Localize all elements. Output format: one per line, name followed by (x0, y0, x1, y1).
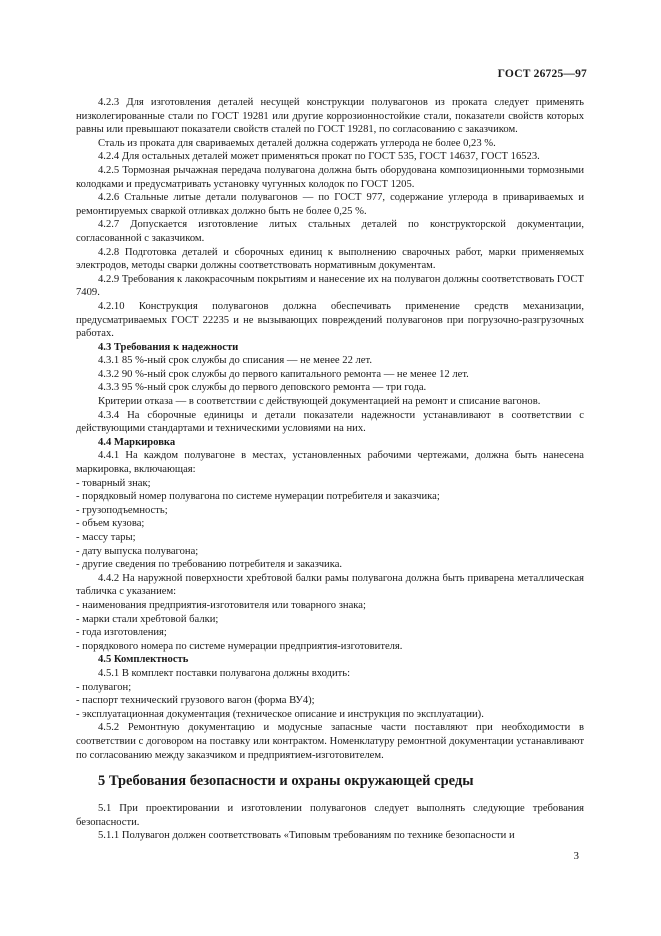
list-item: - объем кузова; (76, 518, 145, 530)
paragraph: 4.4.1 На каждом полувагоне в местах, установленных рабочими чертежами, должна быть нанесена маркировка, включающая: (76, 450, 584, 476)
page-number: 3 (573, 850, 579, 862)
list-item: - дату выпуска полувагона; (76, 545, 199, 557)
paragraph: 5.1 При проектировании и изготовлении полувагонов следует выполнять следующие требования безопасности. (76, 803, 584, 828)
paragraph: 4.5.1 В комплект поставки полувагона должны входить: (98, 667, 351, 679)
paragraph: 4.5.2 Ремонтную документацию и модусные запасные части поставляют при необходимости в соответствии с договором на поставку или контрактом. Номенклатуру ремонтной документации устанавливают по согласованию между заказчиком и предприятием-изготовителем. (76, 722, 584, 761)
paragraph: 4.2.8 Подготовка деталей и сборочных единиц к выполнению сварочных работ, марки применяемых электродов, методы сварки должны соответствовать нормативным документам. (76, 246, 584, 272)
paragraph: 4.4.2 На наружной поверхности хребтовой балки рамы полувагона должна быть приварена металлическая табличка с указанием: (76, 572, 584, 598)
section-heading: 5 Требования безопасности и охраны окружающей среды (98, 773, 474, 790)
subsection-heading: 4.5 Комплектность (98, 654, 189, 666)
list-item: - полувагон; (76, 681, 132, 693)
paragraph: 5.1.1 Полувагон должен соответствовать «Типовым требованиям по технике безопасности и (98, 830, 515, 842)
paragraph: 4.2.4 Для остальных деталей может применяться прокат по ГОСТ 535, ГОСТ 14637, ГОСТ 16523. (98, 151, 540, 163)
paragraph: 4.2.5 Тормозная рычажная передача полувагона должна быть оборудована композиционными тормозными колодками и предусматривать установку чугунных колодок по ГОСТ 1205. (76, 164, 584, 190)
list-item: - марки стали хребтовой балки; (76, 613, 219, 625)
list-item: - паспорт технический грузового вагон (форма ВУ4); (76, 695, 315, 707)
list-item: - порядковый номер полувагона по системе нумерации потребителя и заказчика; (76, 491, 440, 503)
page-header-doc-id: ГОСТ 26725—97 (497, 68, 587, 80)
document-body (76, 96, 584, 843)
paragraph: 4.2.3 Для изготовления деталей несущей конструкции полувагонов из проката следует применять низколегированные стали по ГОСТ 19281 или другие коррозионностойкие стали, показатели свойств которых равны или превышают показатели свойств сталей по ГОСТ 19281, по согласованию с заказчиком. (76, 97, 584, 136)
paragraph: 4.3.2 90 %-ный срок службы до первого капитального ремонта — не менее 12 лет. (98, 368, 469, 380)
list-item: - года изготовления; (76, 627, 167, 639)
paragraph: 4.2.7 Допускается изготовление литых стальных деталей по конструкторской документации, согласованной с заказчиком. (76, 219, 584, 244)
list-item: - наименования предприятия-изготовителя или товарного знака; (76, 599, 366, 611)
list-item: - порядкового номера по системе нумерации предприятия-изготовителя. (76, 640, 403, 652)
list-item: - другие сведения по требованию потребителя и заказчика. (76, 559, 343, 571)
list-item: - грузоподъемность; (76, 504, 168, 516)
subsection-heading: 4.4 Маркировка (98, 436, 176, 448)
subsection-heading: 4.3 Требования к надежности (98, 341, 239, 353)
paragraph: 4.2.10 Конструкция полувагонов должна обеспечивать применение средств механизации, предусматриваемых ГОСТ 22235 и не вызывающих повреждений полувагонов при погрузочно-разгрузочных работах. (76, 300, 584, 340)
list-item: - товарный знак; (76, 477, 151, 489)
paragraph: 4.3.4 На сборочные единицы и детали показатели надежности устанавливают в соответствии с действующими стандартами и техническими условиями на них. (76, 409, 584, 435)
paragraph: Сталь из проката для свариваемых деталей должна содержать углерода не более 0,23 %. (98, 137, 496, 149)
paragraph: Критерии отказа — в соответствии с действующей документацией на ремонт и списание вагонов. (98, 396, 541, 408)
list-item: - массу тары; (76, 532, 136, 543)
paragraph: 4.2.6 Стальные литые детали полувагонов — по ГОСТ 977, содержание углерода в привариваемых и ремонтируемых сваркой отливках должно быть не более 0,25 %. (76, 192, 584, 217)
list-item: - эксплуатационная документация (техническое описание и инструкция по эксплуатации). (76, 708, 484, 720)
paragraph: 4.2.9 Требования к лакокрасочным покрытиям и нанесение их на полувагон должны соответствовать ГОСТ 7409. (76, 273, 584, 299)
paragraph: 4.3.1 85 %-ный срок службы до списания — не менее 22 лет. (98, 355, 372, 367)
paragraph: 4.3.3 95 %-ный срок службы до первого деповского ремонта — три года. (98, 382, 427, 394)
